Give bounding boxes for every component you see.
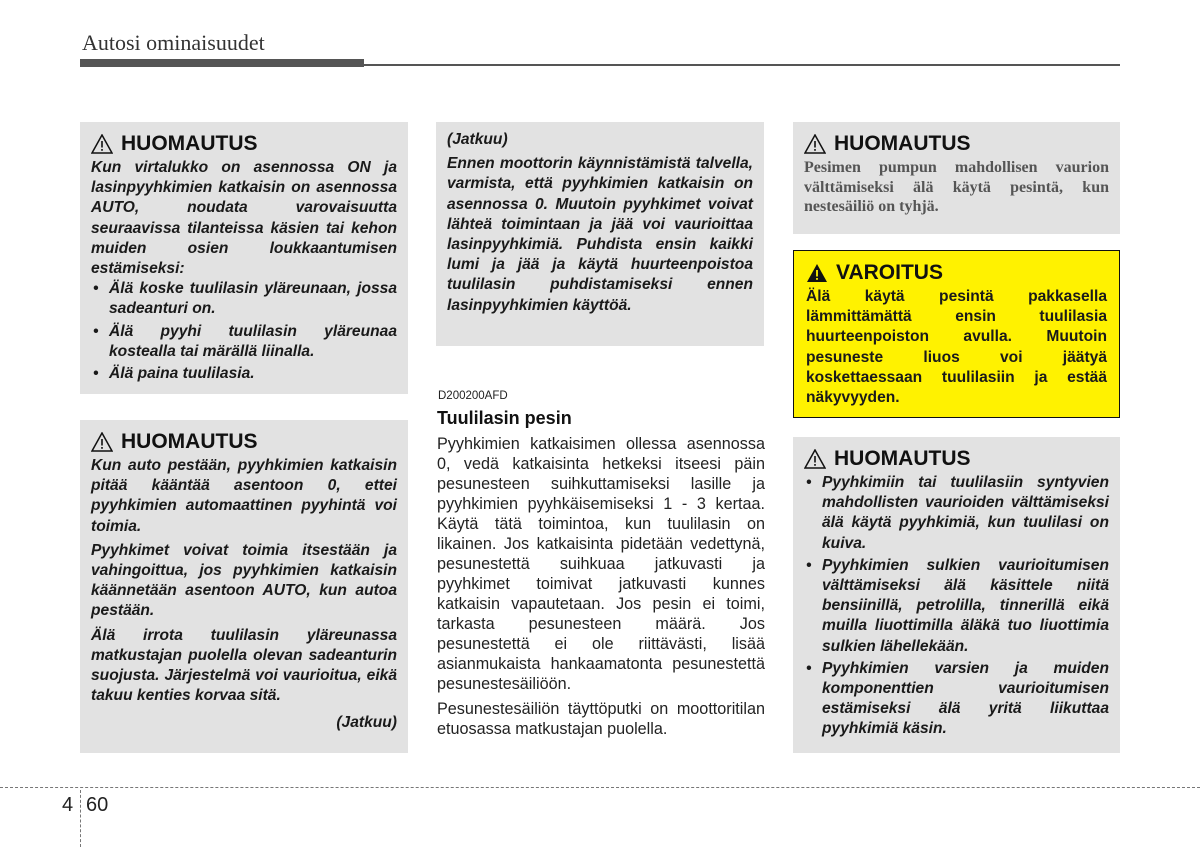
section-body	[437, 434, 765, 739]
caution-paragraph: Pyyhkimet voivat toimia itsestään ja vahingoittua, jos pyyhkimien katkaisin käännetään asentoon AUTO, kun autoa pestään.	[91, 541, 397, 620]
warning-triangle-icon	[806, 263, 828, 283]
list-item: • Älä koske tuulilasin yläreunaan, jossa sadeanturi on.	[91, 279, 397, 319]
warning-triangle-icon	[804, 449, 826, 469]
chapter-number: 4	[62, 794, 74, 816]
warning-heading: VAROITUS	[836, 261, 943, 284]
warning-triangle-icon	[91, 432, 113, 452]
caution-heading: HUOMAUTUS	[834, 447, 971, 470]
warning-triangle-icon	[91, 134, 113, 154]
caution-heading: HUOMAUTUS	[834, 132, 971, 155]
caution-heading: HUOMAUTUS	[121, 430, 258, 453]
footer-separator	[80, 790, 81, 847]
caution-box-2	[80, 420, 408, 753]
warning-triangle-icon	[804, 134, 826, 154]
body-paragraph: Pyyhkimien katkaisimen ollessa asennossa 0, vedä katkaisinta hetkeksi itseesi päin pesunesteen suihkuttamiseksi lasille ja pyyhkimien pyyhkäisemiseksi 1 - 3 kertaa. Käytä tätä toimintoa, kun tuulilasin on likainen. Jos katkaisinta pidetään vedettynä, pesunestettä suihkuaa jatkuvasti ja pyyhkimet toimivat jatkuvasti kunnes katkaisin vapautetaan. Jos pesin ei toimi, tarkasta pesunesteen määrä. Jos pesunestettä ei ole riittävästi, lisää asianmukaista hankaamatonta pesunestettä pesunestesäiliöön.	[437, 435, 765, 693]
header-rule-thin	[364, 64, 1120, 66]
caution-paragraph: Ennen moottorin käynnistämistä talvella, varmista, että pyyhkimien katkaisin on asennossa 0. Muutoin pyyhkimet voivat lähteä toimintaan ja jää voi vaurioittaa lasinpyyhkimiä. Puhdista ensin kaikki lumi ja jää ja käytä huurteenpoistoa tuulilasin puhdistamiseksi ennen lasinpyyhkimien käyttöä.	[447, 155, 753, 314]
caution-paragraph: Kun auto pestään, pyyhkimien katkaisin pitää kääntää asentoon 0, ettei pyyhkimien automaattinen pyyhintä voi toimia.	[91, 457, 397, 535]
continued-label: (Jatkuu)	[447, 131, 508, 148]
caution-box-continued	[436, 122, 764, 346]
body-paragraph: Pesunestesäiliön täyttöputki on moottoritilan etuosassa matkustajan puolella.	[437, 700, 765, 738]
footer-divider	[0, 787, 1200, 788]
warning-text: Älä käytä pesintä pakkasella lämmittämättä ensin tuulilasia huurteenpoiston avulla. Muutoin pesuneste liuos voi jäätyä koskettaessaan tuulilasiin ja estää näkyvyyden.	[806, 288, 1107, 407]
caution-list	[804, 473, 1109, 740]
caution-box-3	[793, 122, 1120, 234]
list-item: • Pyyhkimien sulkien vaurioitumisen välttämiseksi älä käsittele niitä bensiinillä, petrolilla, tinnerillä eikä muilla liuottimilla äläkä tuo liuottimia sulkien lähellekään.	[804, 556, 1109, 657]
section-code: D200200AFD	[438, 390, 508, 402]
caution-box-4	[793, 437, 1120, 753]
page-number: 60	[86, 794, 109, 816]
continued-label: (Jatkuu)	[336, 714, 397, 732]
caution-paragraph: Pesimen pumpun mahdollisen vaurion välttämiseksi älä käytä pesintä, kun nestesäiliö on tyhjä.	[804, 159, 1109, 215]
list-item: • Älä pyyhi tuulilasin yläreunaa kostealla tai märällä liinalla.	[91, 322, 397, 362]
list-item: • Pyyhkimiin tai tuulilasiin syntyvien mahdollisten vaurioiden välttämiseksi älä käytä pyyhkimiä, kun tuulilasi on kuiva.	[804, 473, 1109, 554]
caution-list	[91, 279, 397, 384]
caution-heading: HUOMAUTUS	[121, 132, 258, 155]
header-title: Autosi ominaisuudet	[82, 30, 265, 55]
list-item: • Pyyhkimien varsien ja muiden komponenttien vaurioitumisen estämiseksi älä yritä liikuttaa pyyhkimiä käsin.	[804, 659, 1109, 740]
warning-box	[793, 250, 1120, 418]
caution-box-1	[80, 122, 408, 394]
list-item: • Älä paina tuulilasia.	[91, 364, 397, 384]
caution-intro: Kun virtalukko on asennossa ON ja lasinpyyhkimien katkaisin on asennossa AUTO, noudata varovaisuutta seuraavissa tilanteissa käsien tai kehon muiden osien loukkaantumisen estämiseksi:	[91, 159, 397, 278]
caution-paragraph: Älä irrota tuulilasin yläreunassa matkustajan puolella olevan sadeanturin suojusta. Järjestelmä voi vaurioitua, eikä takuu kenties korvaa sitä.	[91, 626, 397, 705]
section-title: Tuulilasin pesin	[437, 408, 572, 428]
header-rule	[80, 59, 364, 67]
